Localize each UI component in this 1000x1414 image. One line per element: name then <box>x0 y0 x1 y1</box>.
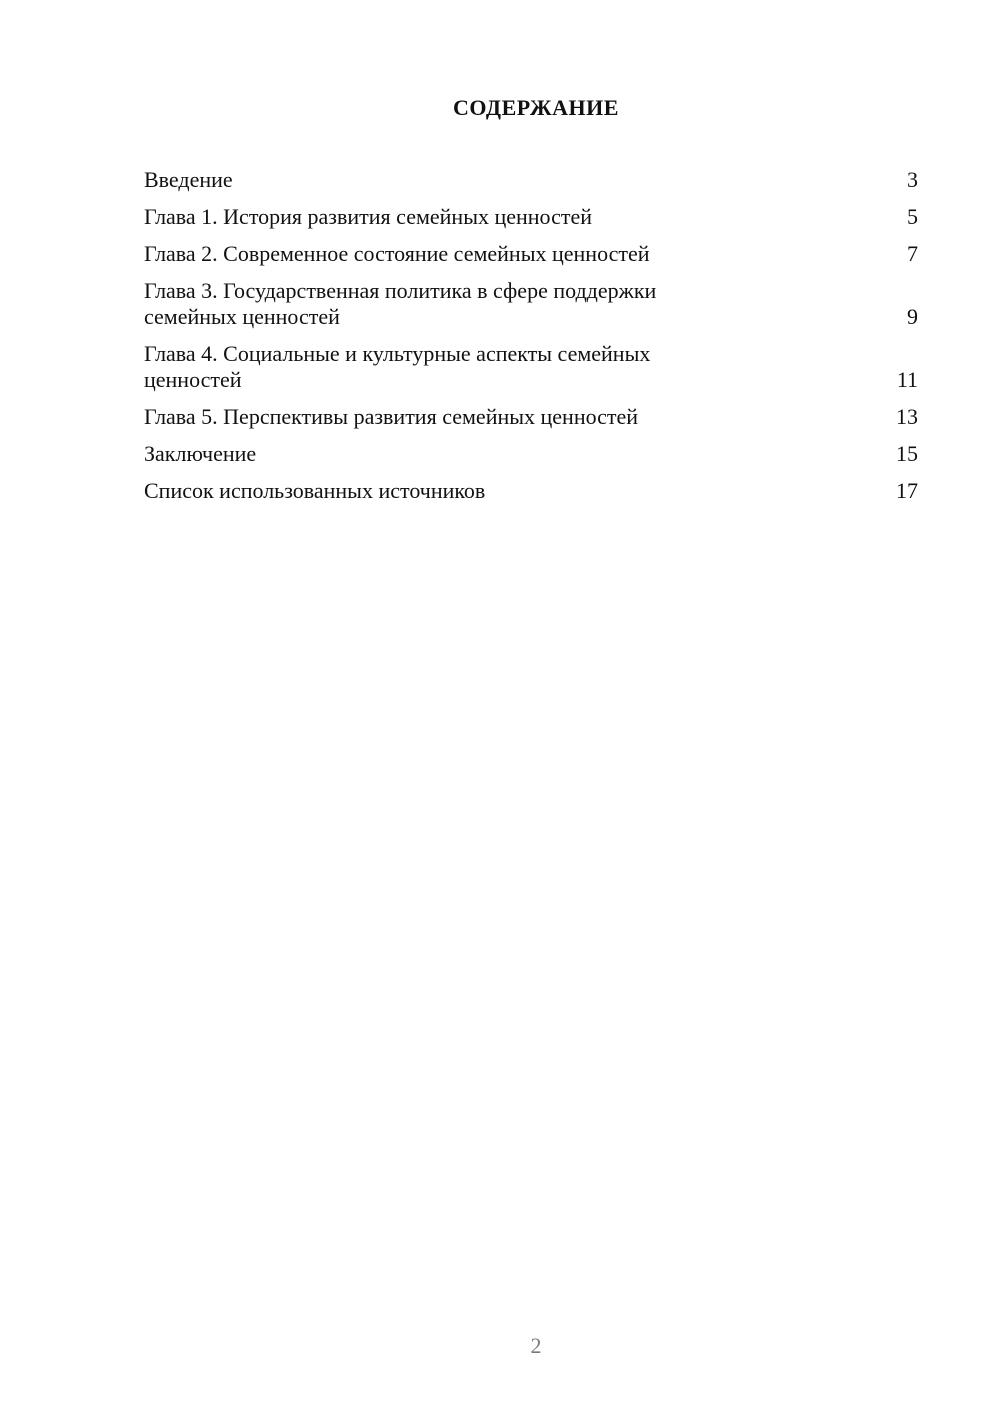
toc-entry-page: 9 <box>907 304 918 329</box>
toc-entry-page: 15 <box>896 441 918 466</box>
toc-entry-introduction <box>144 167 918 193</box>
toc-entry-conclusion <box>144 441 918 467</box>
toc-entry-chapter-3 <box>144 278 918 330</box>
toc-entry-title: Глава 4. Социальные и культурные аспекты семейных ценностей <box>144 341 651 392</box>
toc-entry-title: Глава 5. Перспективы развития семейных ценностей <box>144 404 639 429</box>
toc-entry-chapter-5 <box>144 404 918 430</box>
toc-entry-page: 7 <box>907 241 918 266</box>
toc-entry-page: 17 <box>896 478 918 503</box>
page-number: 2 <box>530 1333 542 1358</box>
toc-entry-title: Заключение <box>144 441 257 466</box>
toc-entry-page: 11 <box>896 367 918 392</box>
toc-entry-page: 13 <box>896 404 918 429</box>
toc-entry-title: Глава 3. Государственная политика в сфере поддержки семейных ценностей <box>144 278 657 329</box>
toc-entry-references <box>144 478 918 504</box>
toc-entry-page: 5 <box>907 204 918 229</box>
toc-entry-page: 3 <box>907 167 918 192</box>
toc-entry-chapter-4 <box>144 341 918 393</box>
toc-title: СОДЕРЖАНИЕ <box>453 95 619 120</box>
toc-list <box>144 167 918 515</box>
toc-entry-title: Глава 2. Современное состояние семейных ценностей <box>144 241 650 266</box>
toc-entry-chapter-2 <box>144 241 918 267</box>
toc-entry-title: Глава 1. История развития семейных ценностей <box>144 204 593 229</box>
toc-entry-title: Введение <box>144 167 233 192</box>
toc-entry-chapter-1 <box>144 204 918 230</box>
toc-entry-title: Список использованных источников <box>144 478 486 503</box>
